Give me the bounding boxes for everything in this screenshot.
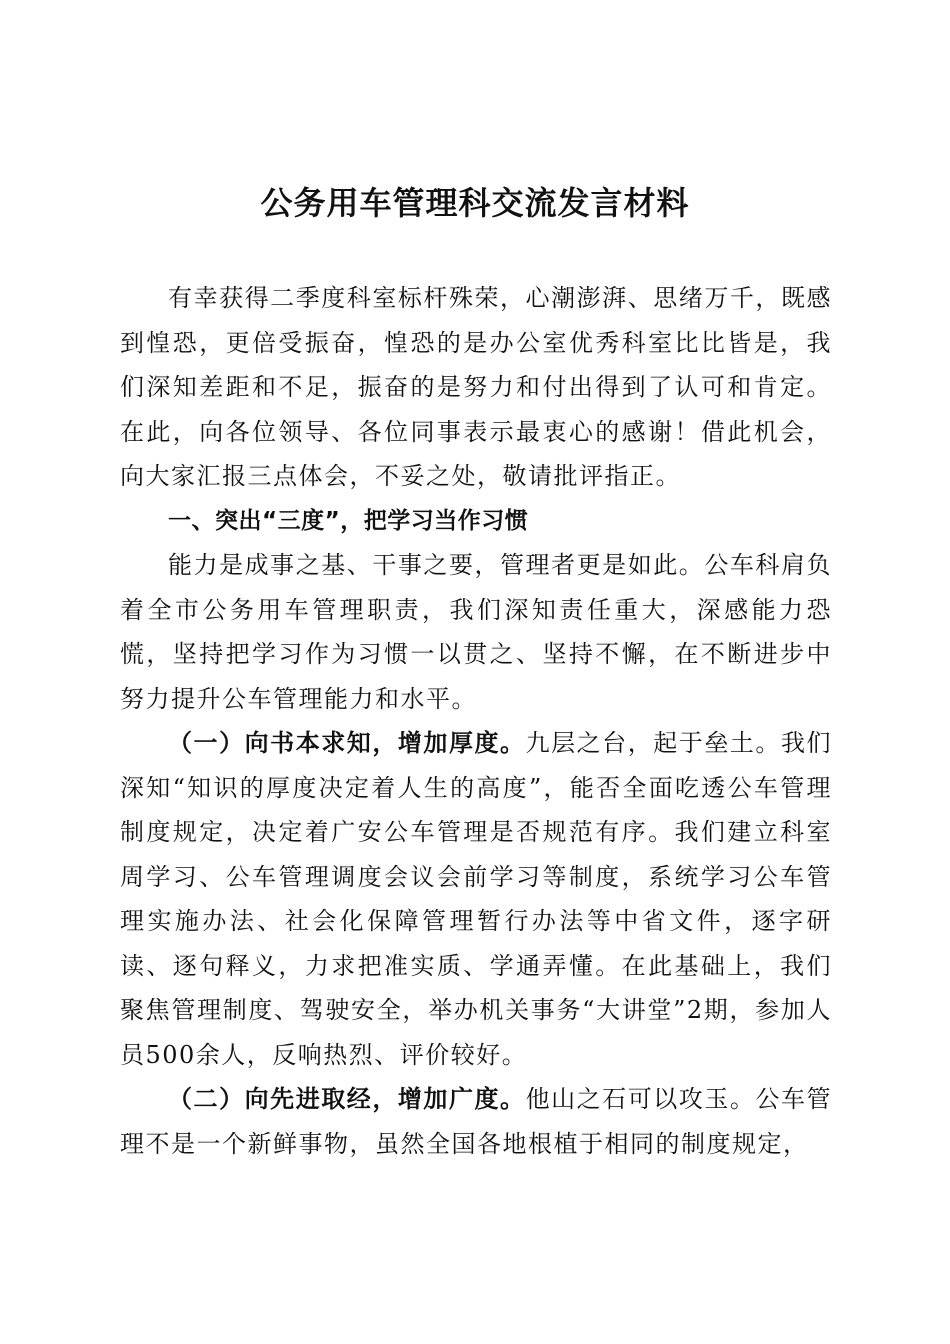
subsection-2-lead: （二）向先进取经，增加广度。: [168, 1084, 526, 1113]
subsection-1-text: 九层之台，起于垒土。我们深知“知识的厚度决定着人生的高度”，能否全面吃透公车管理制度规定，决定着广安公车管理是否规范有序。我们建立科室周学习、公车管理调度会议会前学习等制度，系统学习公车管理实施办法、社会化保障管理暂行办法等中省文件，逐字研读、逐句释义，力求把准实质、学通弄懂。在此基础上，我们聚焦管理制度、驾驶安全，举办机关事务“大讲堂”2期，参加人员500余人，反响热烈、评价较好。: [120, 729, 833, 1069]
subsection-2-text: 他山之石可以攻玉。公车管理不是一个新鲜事物，虽然全国各地根植于相同的制度规定，: [120, 1085, 833, 1158]
intro-paragraph: 有幸获得二季度科室标杆殊荣，心潮澎湃、思绪万千，既感到惶恐，更倍受振奋，惶恐的是办公室优秀科室比比皆是，我们深知差距和不足，振奋的是努力和付出得到了认可和肯定。在此，向各位领导、各位同事表示最衷心的感谢！借此机会，向大家汇报三点体会，不妥之处，敬请批评指正。: [120, 284, 832, 490]
subsection-2-paragraph: [120, 1077, 832, 1166]
section-1-paragraph: 能力是成事之基、干事之要，管理者更是如此。公车科肩负着全市公务用车管理职责，我们深知责任重大，深感能力恐慌，坚持把学习作为习惯一以贯之、坚持不懈，在不断进步中努力提升公车管理能力和水平。: [120, 551, 832, 713]
section-heading-1: 一、突出“三度”，把学习当作习惯: [168, 507, 529, 534]
subsection-1-paragraph: [120, 721, 832, 1077]
document-body: [120, 276, 832, 1166]
document-title: 公务用车管理科交流发言材料: [260, 184, 690, 222]
subsection-1-lead: （一）向书本求知，增加厚度。: [168, 728, 526, 757]
